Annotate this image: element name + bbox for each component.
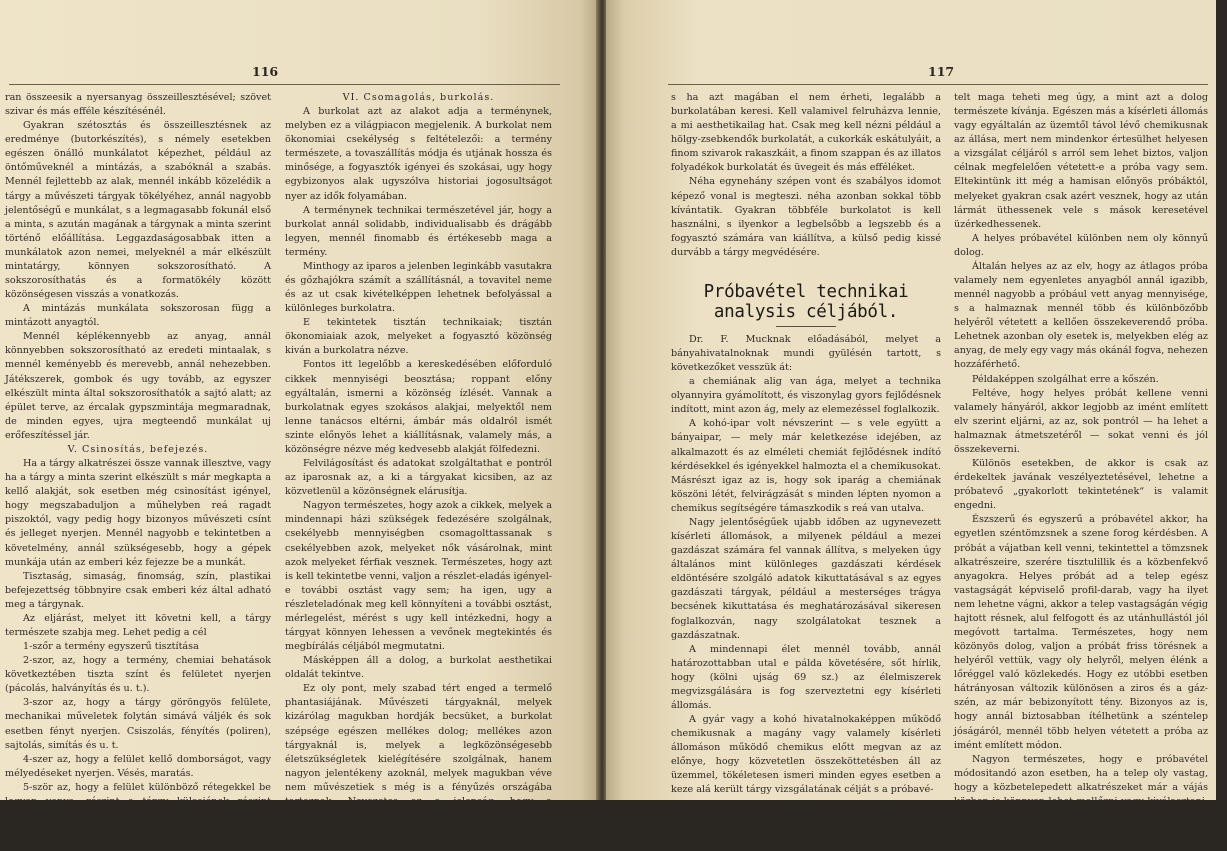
left-page-column-2 <box>285 91 552 837</box>
paragraph: Különös esetekben, de akkor is csak az érdekeltek javának veszélyeztetésével, lehetne a próbatevő „gyakorlott tekintetének“ is valamit engedni. <box>954 458 1208 512</box>
paragraph: a chemiának alig van ága, melyet a technika olyannyira gyámolított, és viszonylag gyors fejlődésnek indított, mint azon ág, mely az elemezéssel foglalkozik. <box>671 376 941 416</box>
paragraph: A kohó-ipar volt névszerint — s vele együtt a bányaipar, — mely már keletkezése idejében, az alkalmazott és az elméleti chemiát fejlődésnek indító kérdésekkel és igényekkel halmozta el a chemikusokat. Másrészt igaz az is, hogy sok iparág a chemiának köszöni létét, felvirágzását s minden lépten nyomon a chemikus segítségére támaszkodik s reá van utalva. <box>671 418 941 514</box>
paragraph: Ha a tárgy alkatrészei össze vannak illesztve, vagy ha a tárgy a minta szerint elkészült s már megkapta a kellő alakját, sok esetben még csinosítást igényel, hogy megszabaduljon a műhelyben reá ragadt piszoktól, vagy pedig hogy bizonyos művészeti csínt és jelleget nyerjen. Mennél nagyobb e tekintetben a követelmény, annál szükségesebb, hogy a gépek munkája után az emberi kéz fejezze be a munkát. <box>5 458 271 568</box>
right-page-column-2 <box>954 91 1208 851</box>
list-item: 1-szőr a termény egyszerű tisztítása <box>23 641 199 653</box>
paragraph: Feltéve, hogy helyes próbát kellene venni valamely hányáról, akkor legjobb az imént említett elv szerint eljárni, az az, sok pontról — ha lehet a halmaznak átmetszetéről — sokat venni és jól összekeverni. <box>954 387 1208 455</box>
background-edge <box>1216 0 1227 800</box>
section-heading: VI. Csomagolás, burkolás. <box>342 92 495 103</box>
paragraph: Az eljárást, melyet itt követni kell, a tárgy természete szabja meg. Lehet pedig a cél <box>5 612 271 638</box>
right-page-column-1 <box>671 91 941 798</box>
paragraph: Felvilágosítást és adatokat szolgáltathat e pontról az iparosnak az, a ki a tárgyakat kicsiben, az az közvetlenül a közönségnek elárusítja. <box>285 458 552 498</box>
list-item: 2-szor, az, hogy a termény, chemiai behatások következtében tiszta színt és felületet nyerjen (pácolás, halványítás és u. t.). <box>5 655 271 695</box>
section-title-rule <box>776 326 836 327</box>
paragraph: A mintázás munkálata sokszorosan függ a mintázott anyagtól. <box>5 303 271 329</box>
section-heading: V. Csinosítás, befejezés. <box>67 443 209 455</box>
right-column-1-bottom-text <box>671 333 941 798</box>
paragraph: Néha egynehány szépen vont és szabályos idomot képező vonal is megteszi. néha azonban sokkal több kívántatik. Gyakran többféle burkolatot is kell használni, s ilyenkor a legbelsőbb a legszebb és a fogyasztó számára van kiállítva, a külső pedig kissé durvább a tárgy megvédésére. <box>671 176 941 258</box>
paragraph: Nagyon természetes, hogy azok a cikkek, melyek a mindennapi házi szükségek fedezésére szolgálnak, csekélyebb mennyiségben csomagolttassanak s csekélyebben azok, melyeket nők vásárolnak, mint azok melyeket férfiak vesznek. Természetes, hogy azt is kell tekintetbe venni, valjon a részlet-eladás igényel-e további osztást vagy sem; ha igen, ugy a részleteladónak meg kell könnyíteni a további osztást, mérlegelést, mérést s ugy kell intézkedni, hogy a tárgyat könnyen lehessen a vevőnek megtekintés és megbírálás céljából megmutatni. <box>285 500 553 653</box>
paragraph: E tekintetek tisztán technikaiak; tisztán ökonomiaiak azok, melyeket a fogyasztó közönség kiván a burkolatra nézve. <box>285 317 552 357</box>
paragraph: Gyakran szétosztás és összeillesztésnek az eredménye (butorkészítés), s némely esetekben egészen önálló munkálatot képezhet, például az öntőműveknél a mintázás, a szabóknál a szabás. Mennél fejlettebb az alak, mennél inkább közelédik a tárgy a művészeti tárgyak tökélyéhez, annál nagyobb jelentőségű e munkálat, s a legmagasabb fokunál első a minta, s azután magának a tárgynak a minta szerint történő előállítása. Leggazdaságosabbak itten a munkálatok azon nemei, melyeknél a már elkészült mintatárgy, könnyen sokszorosítható. A sokszorosíthatás és a formatökély között közönségesen visszás a vonatkozás. <box>5 120 271 301</box>
paragraph: Észszerű és egyszerű a próbavétel akkor, ha egyetlen széntömzsnek a szene forog kérdésben. A próbát a vájatban kell venni, tekintettel a tömzsnek alkatrészeire, szerére tisztulillik és a közbenfekvő anyagokra. Helyes próbát ad a telep egész vastagságát képviselő profil-darab, vagy ha ilyet nem lehetne vágni, akkor a telep vastagságán végig hajtott résnek, alul felfogott és az utánhullástól jól megóvott tartalma. Természetes, hogy nem közönyös dolog, valjon a próbát friss törésnek a helyéről vettük, vagy oly helyről, melyen élénk a lőréggel való közlekedés. Hogy ez utóbbi esetben hátrányosan változik különösen a ziros és a gáz-szén, az már bebizonyított tény. Bizonyos az is, hogy annál biztosabban ítélhetünk a széntelep jóságáról, mennél több helyen vétetett a próba az imént említett módon. <box>954 514 1208 751</box>
list-item: 4-szer az, hogy a felület kellő domborságot, vagy mélyedéseket nyerjen. Vésés, maratás. <box>5 753 271 779</box>
paragraph-continued: s ha azt magában el nem érheti, legalább a burkolatában keresi. Kell valamivel felruházva lennie, a mi aesthetikailag hat. Csak meg kell nézni például a hölgy-zsebkendők burkolatát, a cukorkák eskátulyáit, a finom szivarok rakaszkáit, a finom szappan és az illatos folyadékok burkolatát és üvegeit és más efféléket. <box>671 92 941 174</box>
paragraph: A burkolat azt az alakot adja a terménynek, melyben ez a világpiacon megjelenik. A burkolat nem ökonomiai csekélység s feltételezői: a termény természete, a tovaszállítás módja és utjának hossza és minősége, a fogyasztók igényei és szokásai, ugy hogy egybizonyos alak ugyszólva historiai jogosultságot nyer az idők folyamában. <box>285 106 552 202</box>
list-item: 5-ször az, hogy a felület különböző rétegekkel be legyen vonva, részint a tárgy külsejének részint tartósságának fokozása céljából. <box>5 781 271 821</box>
left-page-column-1 <box>5 91 271 823</box>
right-page <box>606 0 1216 850</box>
left-page <box>0 0 598 836</box>
paragraph: Nagy jelentőségűek ujabb időben az ugynevezett kísérleti állomások, a milyenek például a mezei gazdászat számára fel vannak állítva, s melyeken úgy általános mint különleges gazdászati kérdések eldöntésére szolgáló adatok kikuttatásával s az egyes gazdászati tárgyak, például a mesterséges trágya becsének kikuttatása és meghatározásával sikeresen foglalkozván, nagy szolgálatokat tesznek a gazdászatnak. <box>671 516 941 641</box>
page-number-left: 116 <box>252 64 279 79</box>
page-number-right: 117 <box>928 64 955 79</box>
paragraph: A helyes próbavétel különben nem oly könnyű dolog. <box>954 232 1208 258</box>
paragraph: Fontos itt legelőbb a kereskedésében előforduló cikkek mennyiségi beosztása; roppant előny egyáltalán, ismerni a közönség ízlését. Vannak a burkolatnak egyes szokásos alakjai, melyektől nem lenne tanácsos eltérni, ámbár más oldalról ismét szinte előnyös lehet a kiállításnak, valamely más, a közönségre nézve még kedvesebb alakját fölfedezni. <box>285 359 552 455</box>
list-item: 3-szor az, hogy a tárgy göröngyös felülete, mechanikai műveletek folytán simává váljék és sok esetben fényt nyerjen. Csiszolás, fényítés (poliren), sajtolás, simítás és u. t. <box>5 697 271 751</box>
paragraph-continued: ran összeesik a nyersanyag összeillesztésével; szövet szivar és más efféle készítésénél. <box>5 92 271 118</box>
paragraph: Mennél képlékennyebb az anyag, annál könnyebben sokszorosítható az eredeti mintaalak, s mennél keményebb és merevebb, annál nehezebben. Játékszerek, gombok és ugy tovább, az egyszer elkészült minta által sokszorosíthatók a sajtó alatt; az épület terve, az ércalak gypszmintája megmaradnak, de minden egyes, ujra megteendő munkálat uj erőfeszítéssel jár. <box>5 331 271 441</box>
paragraph: A gyár vagy a kohó hivatalnokaképpen működő chemikusnak a magány vagy valamely kísérleti állomáson működő chemikus előtt megvan az az előnye, hogy közvetetlen összeköttetésben áll az üzemmel, tökéletesen ismeri minden egyes esetben a keze alá került tárgy vizsgálatának célját s a próbavé- <box>671 714 941 796</box>
paragraph: Általán helyes az az elv, hogy az átlagos próba valamely nem egyenletes anyagból annál igazibb, mennél nagyobb a próbául vett anyag mennyisége, s a halmaznak mennél több és különbözőbb helyéről vétetett a kellően összekeverendő próba. Lehetnek azonban oly esetek is, melyekben elég az anyag, de mely egy vagy más okánál fogva, nehezen hozzáférhető. <box>954 260 1208 371</box>
paragraph: Ez oly pont, mely szabad tért enged a termelő phantasiájának. Művészeti tárgyaknál, melyek kizárólag magukban hordják becsüket, a burkolat szépsége egészen mellékes dolog; mellékes azon tárgyaknál is, melyek a legközönségesebb életszükségletek kielégítésére szolgálnak, hanem nagyon jelentékeny azoknál, melyek magukban véve nem művészetiek s még is a fényűzés országába tartoznak. Nevezetes az a jelenség, hogy a legjelentéktelenebb tárgy is mintegy törekszik az aesthetikai szépségre, <box>285 683 552 836</box>
section-title: Próbavétel technikai analysis céljából. <box>703 281 909 322</box>
paragraph: Másképpen áll a dolog, a burkolat aesthetikai oldalát tekintve. <box>285 655 552 681</box>
paragraph: A mindennapi élet mennél tovább, annál határozottabban utal e pálda követésére, sőt hírlik, hogy (kölni ujság 69 sz.) az élelmiszerek megvizsgálására is fog szerveztetni egy kísérleti állomás. <box>671 643 941 711</box>
paragraph: Példaképpen szolgálhat erre a kőszén. <box>972 373 1159 385</box>
right-column-1-top-text <box>671 91 941 260</box>
paragraph: Minthogy az iparos a jelenben leginkább vasutakra és gőzhajókra számít a szállításnál, a tovavitel neme és az ut csak kivételképpen lehetnek befolyással a különleges burkolatra. <box>285 260 552 315</box>
header-rule-right <box>668 84 1208 85</box>
paragraph: Tisztaság, simaság, finomság, szín, plastikai befejezettség többnyire csak emberi kéz által adható meg a tárgynak. <box>5 570 271 610</box>
paragraph: Dr. F. Mucknak előadásából, melyet a bányahivatalnoknak mundi gyülésén tartott, s következőket vesszük át: <box>671 333 941 374</box>
paragraph: Nagyon természetes, hogy e próbavétel módositandó azon esetben, ha a telep oly vastag, hogy a közbetelepedett alkatrészeket már a vájás közben is könnyen lehet mellőzni vagy kiválasztani. Ez esetben magával a próbával is ugyanazt kell tenni, másküldönben a próba éppen ellenkezője lenne annak, a mit „hizelgő próbának“ neveznek. <box>954 753 1208 850</box>
paragraph-continued: telt maga teheti meg úgy, a mint azt a dolog természete kívánja. Egészen más a kísérleti állomás vagy egyáltalán az üzemtől távol lévő chemikusnak az állása, mert nem mindenkor értesülhet helyesen a vizsgálat céljáról s arról sem lehet biztos, valjon célnak megfelelően vétetett-e a próba vagy sem. Eltekintünk itt még a hamisan előnyös próbáktól, melyeket gyakran csak azért vesznek, hogy az után lármát üthessenek vele s mások keresetével üzérkedhessenek. <box>954 92 1208 230</box>
header-rule-left <box>9 84 560 85</box>
paragraph: A terménynek technikai természetével jár, hogy a burkolat annál solidabb, individualisabb és drágább legyen, mennél finomabb és értékesebb maga a termény. <box>285 204 552 258</box>
